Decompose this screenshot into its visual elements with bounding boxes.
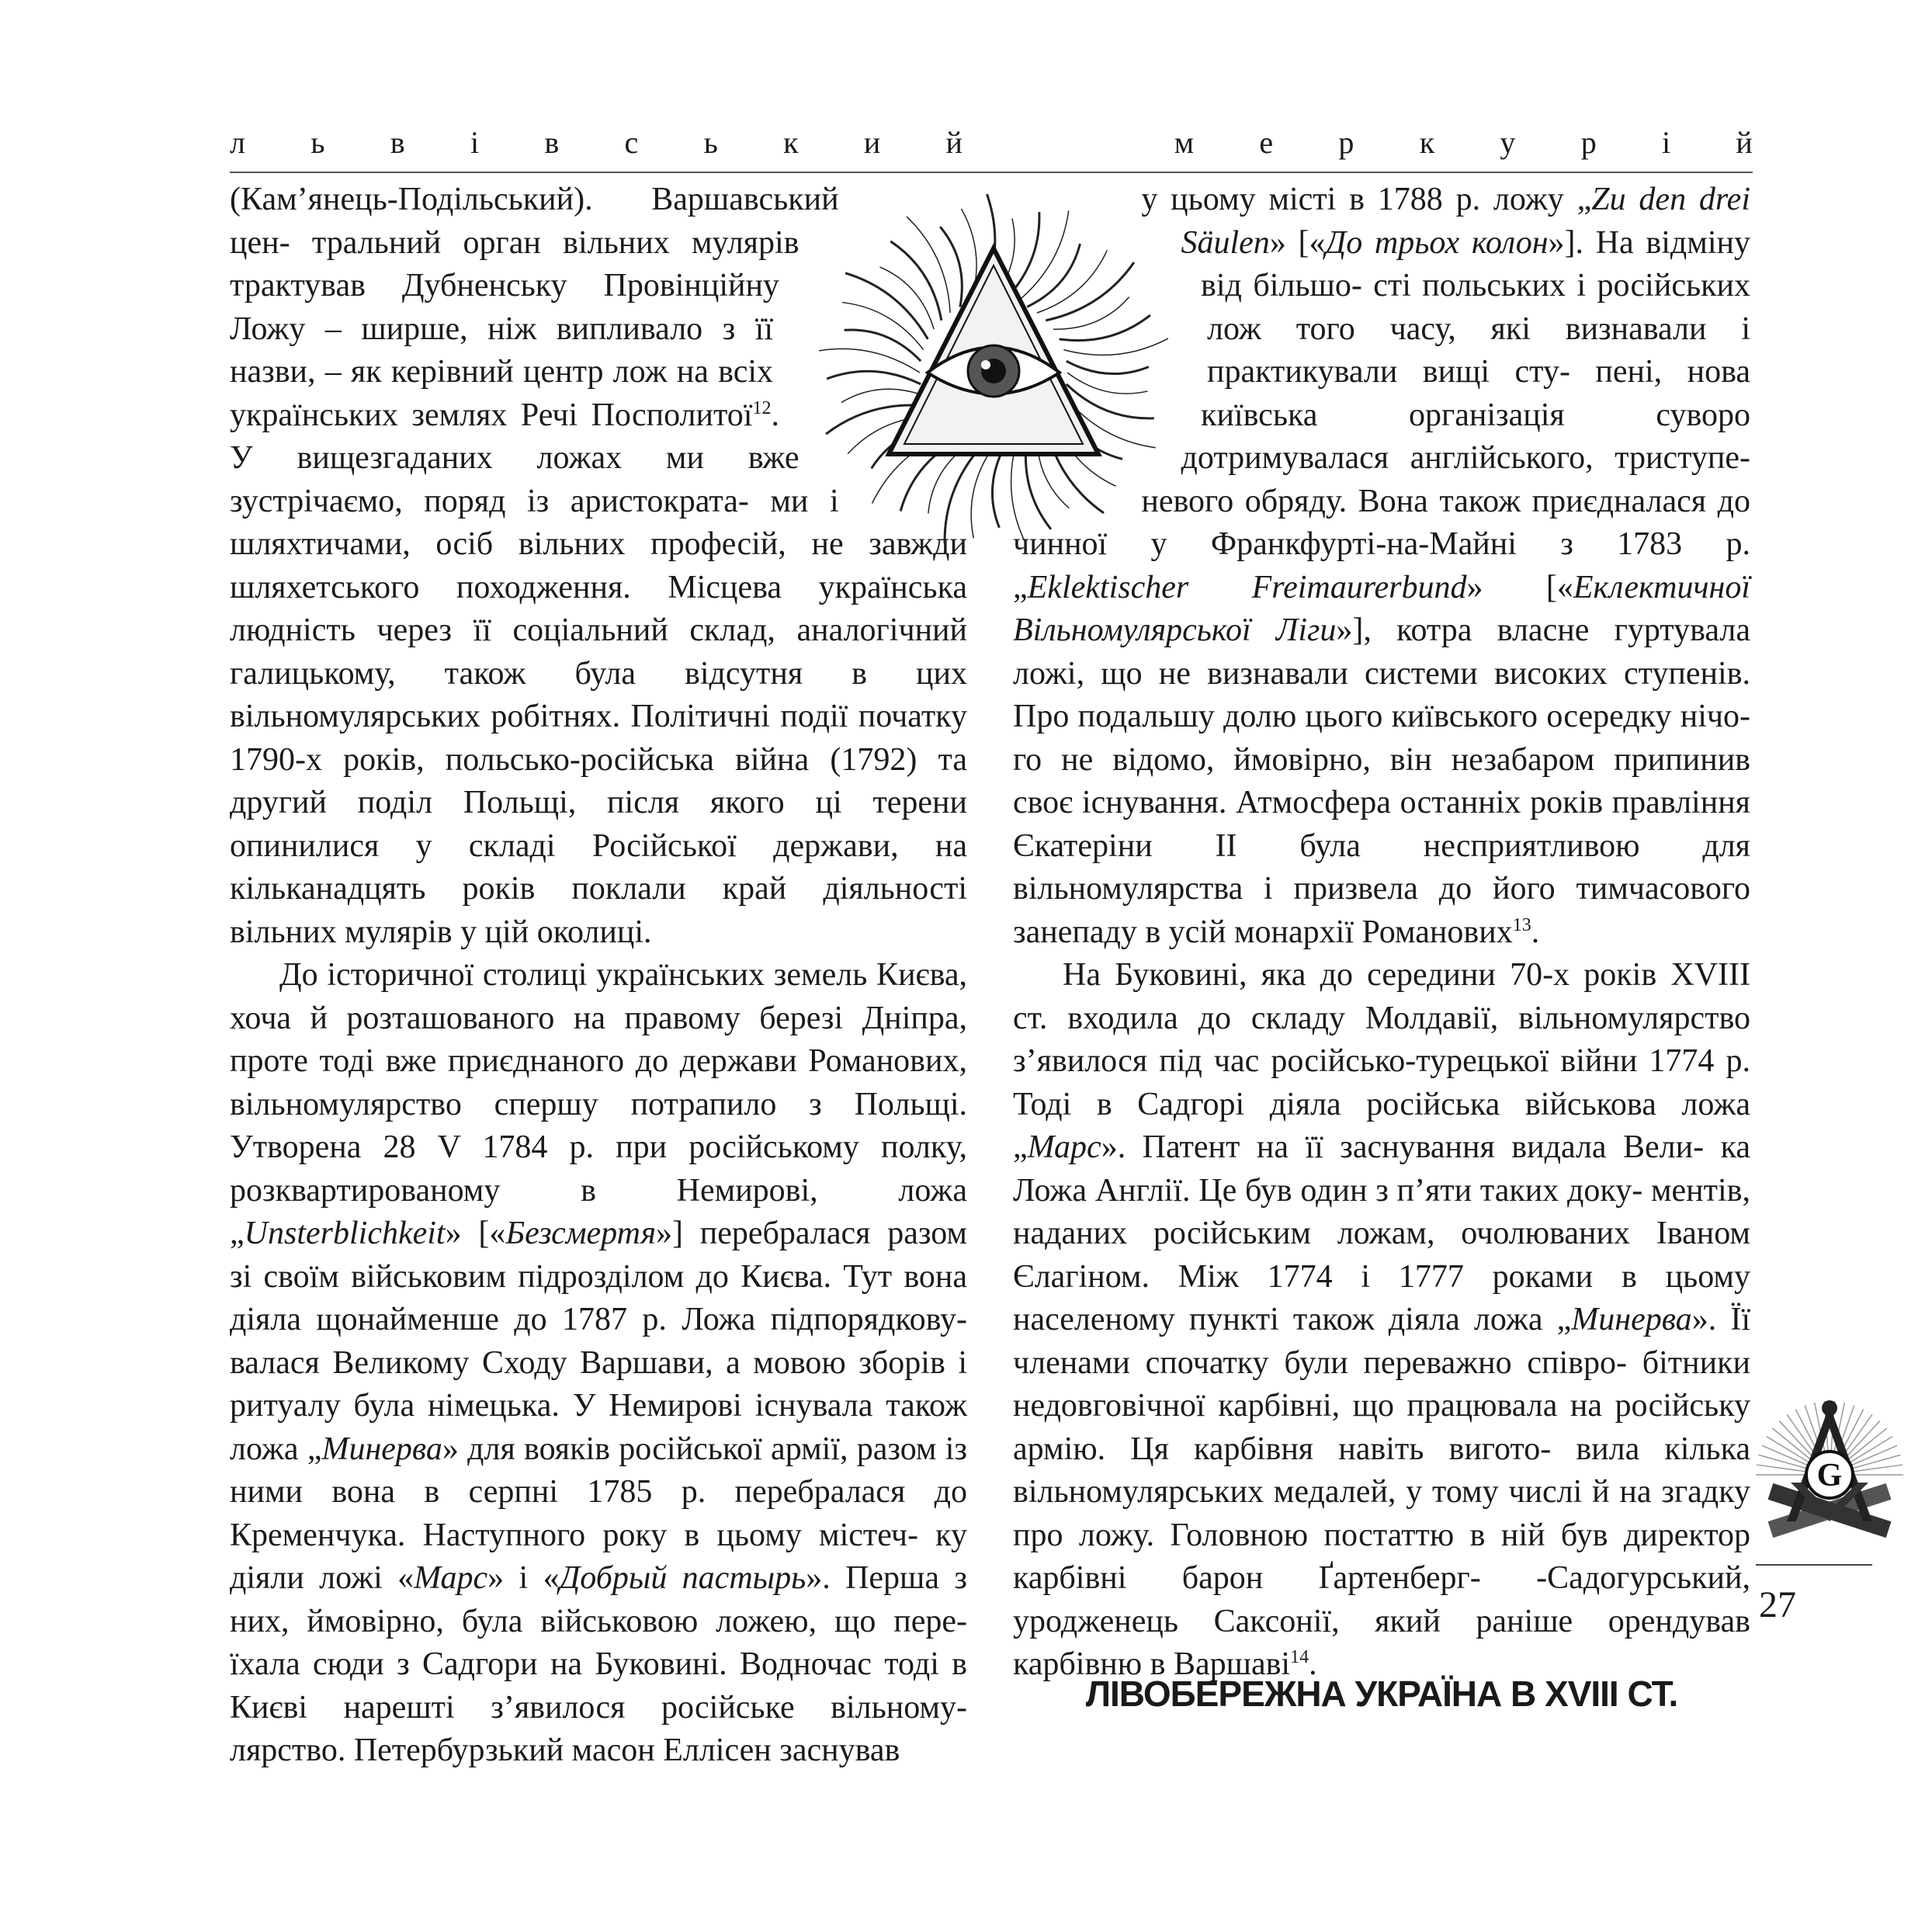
paragraph: у цьому місті в 1788 р. ложу „Zu den drei Säulen» [«До трьох колон»]. На відміну від більшо- сті польських і російських лож того часу, які визнавали і практикували вищі сту- пені, нова київська організація суворо дотримувалася англійського, триступе- невого обряду. Вона також приєдналася до чинної у Франкфурті-на-Майні з 1783 р. „Eklektischer Freimaurerbund» [«Еклектичної Вільномулярської Ліги»], котра власне гуртувала ложі, що не визнавали системи високих ступенів. Про подальшу долю цього київського осередку нічо- го не відомо, ймовірно, він незабаром припинив своє існування. Атмосфера останніх років правління Єкатеріни ІІ була несприятливою для вільномулярства і призвела до його тимчасового занепаду в усій монархії Романових$^{13}$. (1013, 182, 1750, 950)
running-head-letter: с (624, 125, 639, 160)
running-head-letter: в (390, 125, 405, 160)
running-head-letter: і (1661, 125, 1671, 160)
running-head-letter: й (1736, 125, 1753, 160)
running-head-letter: р (1580, 125, 1597, 160)
paragraph: До історичної столиці українських земель Києва, хоча й розташованого на правому березі Дніпра, проте тоді вже приєднаного до держави Романових, вільномулярство спершу потрапило з Польщі. Утворена 28 V 1784 р. при російському полку, розквартированому в Немирові, ложа „Unsterblichkeit» [«Безсмертя»] перебралася разом зі своїм військовим підрозділом до Києва. Тут вона діяла щонайменше до 1787 р. Ложа підпорядкову- валася Великому Сходу Варшави, а мовою зборів і ритуалу була німецька. У Немирові існувала також ложа „Минерва» для вояків російської армії, разом із ними вона в серпні 1785 р. перебралася до Кременчука. Наступного року в цьому містеч- ку діяли ложі «Марс» і «Добрый пастырь». Перша з них, ймовірно, була військовою ложею, що пере- їхала сюди з Садгори на Буковині. Водночас тоді в Києві нарешті з’явилося російське вільному- лярство. Петербурзький масон Еллісен заснував (230, 957, 967, 1768)
paragraph: На Буковині, яка до середини 70-х років XVIII ст. входила до складу Молдавії, вільномулярство з’явилося під час російсько-турецької війни 1774 р. Тоді в Садгорі діяла російська військова ложа „Марс». Патент на її заснування видала Вели- ка Ложа Англії. Це був один з п’яти таких доку- ментів, наданих російським ложам, очолюваних Іваном Єлагіном. Між 1774 і 1777 роками в цьому населеному пункті також діяла ложа „Минерва». Її членами спочатку були переважно співро- бітники недовговічної карбівні, що працювала на російську армію. Ця карбівня навіть вигото- вила кілька вільномулярських медалей, у тому числі й на згадку про ложу. Головною постаттю в ній був директор карбівні барон Ґартенберг- -Садогурський, уродженець Саксонії, який раніше орендував карбівню в Варшаві$^{14}$. (1013, 957, 1750, 1682)
page-number: 27 (1759, 1584, 1796, 1625)
header-rule (230, 172, 1753, 173)
svg-text:G: G (1816, 1458, 1843, 1493)
footnote-ref: 12 (752, 397, 772, 418)
footer-rule (1756, 1564, 1872, 1566)
section-heading: ЛІВОБЕРЕЖНА УКРАЇНА В XVIII СТ. (1085, 1674, 1678, 1714)
square-and-compass-icon (1756, 1389, 1903, 1560)
running-head-letter: к (783, 125, 799, 160)
running-head-letter: р (1338, 125, 1354, 160)
running-head (230, 124, 1753, 161)
paragraph: (Кам’янець-Подільський). Варшавський цен- тральний орган вільних мулярів трактував Дубненську Провінційну Ложу – ширше, ніж випливало з її назви, – як керівний центр лож на всіх українських землях Речі Посполитої$^{12}$. У вищезгаданих ложах ми вже зустрічаємо, поряд із аристократа- ми і шляхтичами, осіб вільних професій, не завжди шляхетського походження. Місцева українська людність через її соціальний склад, аналогічний галицькому, також була відсутня в цих вільномулярських робітнях. Політичні події початку 1790-х років, польсько-російська війна (1792) та другий поділ Польщі, після якого ці терени опинилися у складі Російської держави, на кільканадцять років поклали край діяльності вільних мулярів у цій околиці. (230, 182, 967, 950)
running-head-letter: м (1174, 125, 1195, 160)
running-head-letter: й (945, 125, 963, 160)
running-head-letter: л (230, 125, 245, 160)
running-head-letter: ь (703, 125, 718, 160)
running-head-letter: у (1500, 125, 1516, 160)
all-seeing-eye-icon (819, 179, 1168, 543)
running-head-letter (1028, 124, 1035, 161)
footnote-ref: 14 (1290, 1647, 1309, 1667)
running-head-letter: и (863, 125, 881, 160)
running-head-letter: в (544, 125, 560, 160)
footnote-ref: 13 (1512, 914, 1531, 935)
running-head-letter: і (470, 125, 480, 160)
running-head-letter (1101, 124, 1108, 161)
running-head-letter: к (1419, 125, 1435, 160)
running-head-letter: е (1259, 125, 1274, 160)
running-head-letter: ь (310, 125, 325, 160)
